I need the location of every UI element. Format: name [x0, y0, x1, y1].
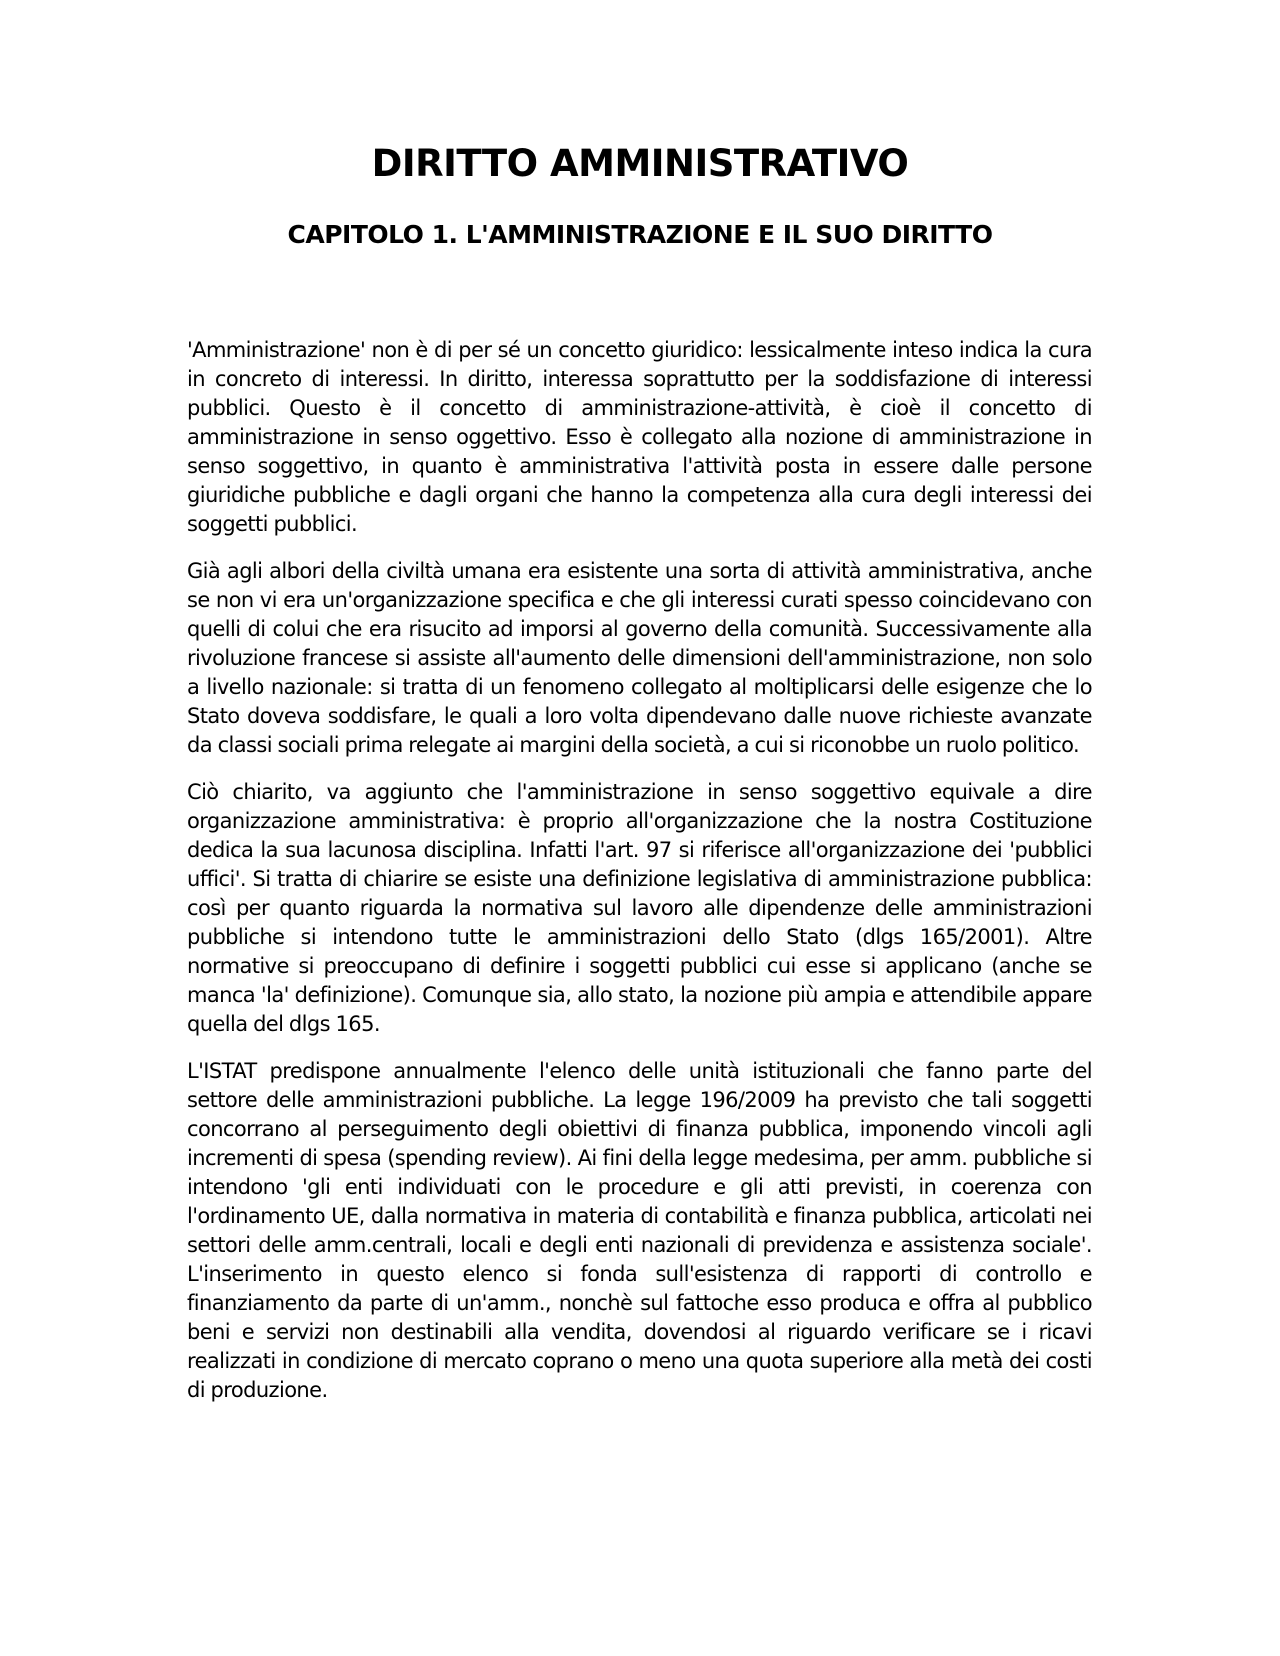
paragraph-1: 'Amministrazione' non è di per sé un concetto giuridico: lessicalmente inteso indica la cura in concreto di interessi. In diritto, interessa soprattutto per la soddisfazione di interessi pubblici. Questo è il concetto di amministrazione-attività, è cioè il concetto di amministrazione in senso oggettivo. Esso è collegato alla nozione di amministrazione in senso soggettivo, in quanto è amministrativa l'attività posta in essere dalle persone giuridiche pubbliche e dagli organi che hanno la competenza alla cura degli interessi dei soggetti pubblici. [187, 338, 1092, 536]
chapter-title: CAPITOLO 1. L'AMMINISTRAZIONE E IL SUO DIRITTO [287, 220, 993, 249]
paragraph-4: L'ISTAT predispone annualmente l'elenco delle unità istituzionali che fanno parte del settore delle amministrazioni pubbliche. La legge 196/2009 ha previsto che tali soggetti concorrano al perseguimento degli obiettivi di finanza pubblica, imponendo vincoli agli incrementi di spesa (spending review). Ai fini della legge medesima, per amm. pubbliche si intendono 'gli enti individuati con le procedure e gli atti previsti, in coerenza con l'ordinamento UE, dalla normativa in materia di contabilità e finanza pubblica, articolati nei settori delle amm.centrali, locali e degli enti nazionali di previdenza e assistenza sociale'. L'inserimento in questo elenco si fonda sull'esistenza di rapporti di controllo e finanziamento da parte di un'amm., nonchè sul fattoche esso produca e offra al pubblico beni e servizi non destinabili alla vendita, dovendosi al riguardo verificare se i ricavi realizzati in condizione di mercato coprano o meno una quota superiore alla metà dei costi di produzione. [187, 1059, 1092, 1402]
document-title: DIRITTO AMMINISTRATIVO [371, 142, 909, 185]
paragraph-3: Ciò chiarito, va aggiunto che l'amministrazione in senso soggettivo equivale a dire organizzazione amministrativa: è proprio all'organizzazione che la nostra Costituzione dedica la sua lacunosa disciplina. Infatti l'art. 97 si riferisce all'organizzazione dei 'pubblici uffici'. Si tratta di chiarire se esiste una definizione legislativa di amministrazione pubblica: così per quanto riguarda la normativa sul lavoro alle dipendenze delle amministrazioni pubbliche si intendono tutte le amministrazioni dello Stato (dlgs 165/2001). Altre normative si preoccupano di definire i soggetti pubblici cui esse si applicano (anche se manca 'la' definizione). Comunque sia, allo stato, la nozione più ampia e attendibile appare quella del dlgs 165. [187, 780, 1092, 1036]
paragraph-2: Già agli albori della civiltà umana era esistente una sorta di attività amministrativa, anche se non vi era un'organizzazione specifica e che gli interessi curati spesso coincidevano con quelli di colui che era risucito ad imporsi al governo della comunità. Successivamente alla rivoluzione francese si assiste all'aumento delle dimensioni dell'amministrazione, non solo a livello nazionale: si tratta di un fenomeno collegato al moltiplicarsi delle esigenze che lo Stato doveva soddisfare, le quali a loro volta dipendevano dalle nuove richieste avanzate da classi sociali prima relegate ai margini della società, a cui si riconobbe un ruolo politico. [187, 559, 1092, 757]
document-body [187, 336, 1092, 1423]
